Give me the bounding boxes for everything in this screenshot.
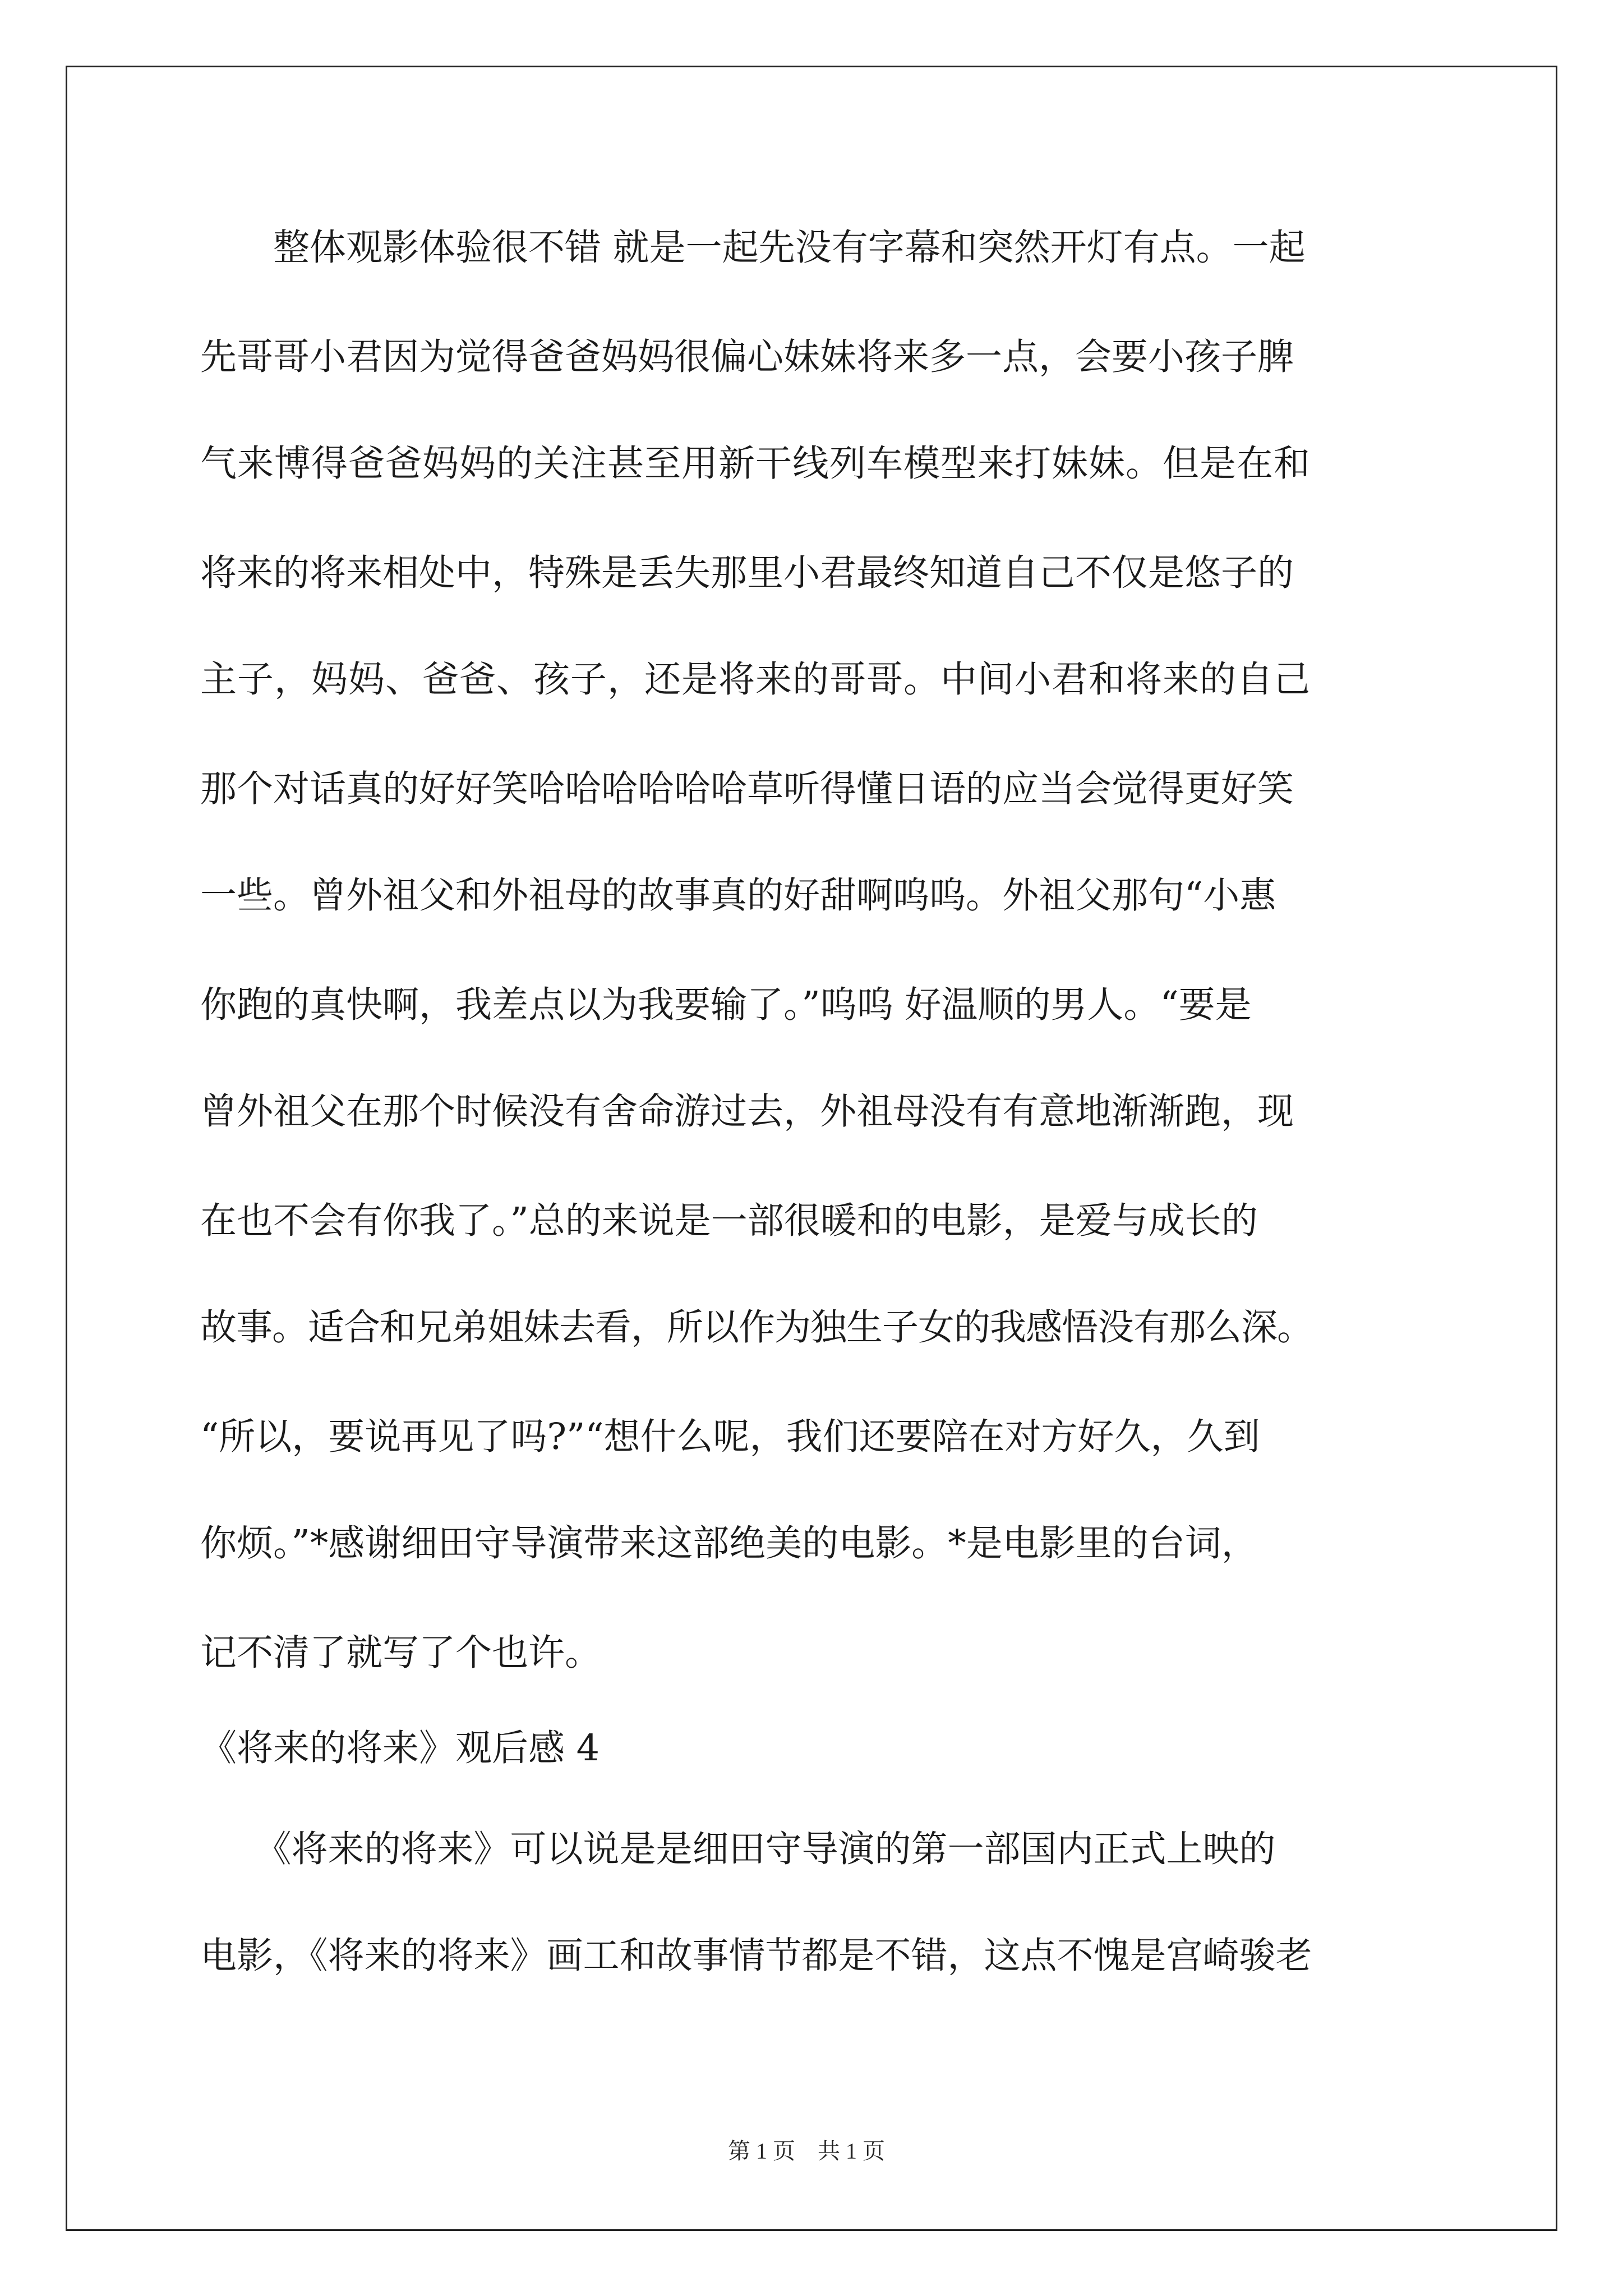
paragraph-1-line-13: 你烦。”*感谢细田守导演带来这部绝美的电影。*是电影里的台词，: [200, 1522, 1258, 1565]
paragraph-1-line-9: 曾外祖父在那个时候没有舍命游过去，外祖母没有有意地渐渐跑，现: [200, 1091, 1294, 1133]
paragraph-1-line-5: 主子，妈妈、爸爸、孩子，还是将来的哥哥。中间小君和将来的自己: [200, 659, 1311, 701]
paragraph-1-line-7: 一些。曾外祖父和外祖母的故事真的好甜啊呜呜。外祖父那句“小惠: [200, 875, 1276, 917]
page-border: [66, 66, 1557, 2231]
paragraph-1-line-14: 记不清了就写了个也许。: [200, 1632, 602, 1674]
paragraph-2-line-1: 《将来的将来》可以说是是细田守导演的第一部国内正式上映的: [200, 1828, 1276, 1870]
paragraph-1-line-3: 气来博得爸爸妈妈的关注甚至用新干线列车模型来打妹妹。但是在和: [200, 443, 1311, 485]
paragraph-1-line-12: “所以，要说再见了吗?”“想什么呢，我们还要陪在对方好久，久到: [200, 1416, 1260, 1458]
paragraph-1-line-11: 故事。适合和兄弟姐妹去看，所以作为独生子女的我感悟没有那么深。: [200, 1306, 1313, 1349]
paragraph-1-line-8: 你跑的真快啊，我差点以为我要输了。”呜呜 好温顺的男人。“要是: [200, 984, 1252, 1026]
paragraph-1-line-1: 整体观影体验很不错 就是一起先没有字幕和突然开灯有点。一起: [200, 227, 1306, 269]
paragraph-1-line-4: 将来的将来相处中，特殊是丢失那里小君最终知道自己不仅是悠子的: [200, 552, 1294, 594]
paragraph-1-line-6: 那个对话真的好好笑哈哈哈哈哈哈草听得懂日语的应当会觉得更好笑: [200, 768, 1294, 810]
paragraph-1-line-10: 在也不会有你我了。”总的来说是一部很暖和的电影，是爱与成长的: [200, 1200, 1258, 1242]
section-heading: 《将来的将来》观后感 4: [200, 1727, 600, 1769]
paragraph-1-line-2: 先哥哥小君因为觉得爸爸妈妈很偏心妹妹将来多一点，会要小孩子脾: [200, 336, 1294, 378]
paragraph-2-line-2: 电影，《将来的将来》画工和故事情节都是不错，这点不愧是宫崎骏老: [200, 1935, 1312, 1977]
page-number-footer: 第 1 页 共 1 页: [728, 2138, 885, 2164]
